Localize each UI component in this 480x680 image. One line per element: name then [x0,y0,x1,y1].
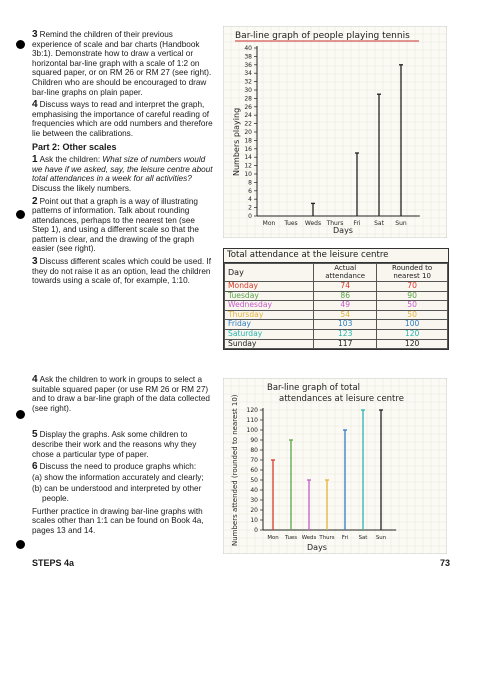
y-tick-label: 4 [248,196,252,204]
note-6a: (a) show the information accurately and clearly; [32,472,204,482]
section-heading: Part 2: Other scales [32,141,117,152]
y-tick-label: 10 [250,517,258,524]
x-tick-label: Sun [375,535,387,541]
x-tick-label: Tues [284,220,298,227]
rounded-cell: 50 [377,301,448,311]
day-cell: Monday [225,282,314,292]
y-tick-label: 8 [248,179,252,187]
y-tick-label: 28 [244,95,252,103]
attendance-grid [224,263,448,349]
punch-hole-bullet [16,40,25,49]
y-tick-label: 20 [250,507,258,514]
further-practice: Further practice in drawing bar-line graphs with scales other than 1:1 can be found on Book 4a, pages 13 and 14. [32,506,204,535]
y-tick-label: 10 [244,171,252,178]
note-6b: (b) can be understood and interpreted by other people. [32,484,202,503]
attend-chart-title-line1: Bar-line graph of total [267,383,361,393]
y-tick-label: 50 [250,477,258,484]
tennis-chart-title: Bar-line graph of people playing tennis [235,31,410,41]
table-title: Total attendance at the leisure centre [224,249,448,263]
day-cell: Sunday [225,339,314,349]
note-3: 3 Remind the children of their previous experience of scale and bar charts (Handbook 3b:1). Demonstrate how to draw a vertical or horizontal bar-line graph with a scale of 1:2 on squared paper, or on RM 26 or RM 27 (see right). Children who are should be encouraged to draw bar-line graphs on plain paper. [32,29,212,97]
actual-cell: 86 [314,291,377,301]
rounded-cell: 120 [377,339,448,349]
y-tick-label: 70 [250,457,258,464]
x-tick-label: Sat [358,535,368,541]
part2-note-1: 1 Ask the children: What size of numbers would we have if we asked, say, the leisure centre about total attendances in a week for all activities? Discuss the likely numbers. [32,154,213,193]
x-tick-label: Fri [353,220,361,227]
y-tick-label: 60 [250,467,258,474]
actual-cell: 103 [314,320,377,330]
x-tick-label: Fri [341,535,349,541]
header-actual: Actual attendance [314,264,377,282]
actual-cell: 54 [314,310,377,320]
x-tick-label: Sat [374,220,384,227]
y-tick-label: 22 [244,120,252,128]
y-tick-label: 38 [244,53,252,61]
y-tick-label: 34 [244,70,252,78]
day-cell: Wednesday [225,301,314,311]
x-tick-label: Sun [395,220,407,227]
y-tick-label: 30 [250,497,258,504]
page-number: 73 [440,558,451,568]
actual-cell: 74 [314,282,377,292]
table-row [225,329,448,339]
part2-note-5: 5 Display the graphs. Ask some children to describe their work and the reasons why they chose a particular type of paper. [32,429,197,459]
header-day: Day [225,264,314,282]
tennis-x-axis-label: Days [333,226,353,235]
part2-note-2: 2 Point out that a graph is a way of illustrating patterns of information. Talk about rounding attendances, perhaps to the nearest ten (see Step 1), and using a different scale so that the pattern is clear, and the drawing of the graph easier (see right). [32,195,199,254]
y-tick-label: 0 [254,527,258,534]
y-tick-label: 6 [248,187,252,195]
punch-hole-bullet [16,210,25,219]
y-tick-label: 40 [250,487,258,494]
table-row [225,339,448,349]
day-cell: Saturday [225,329,314,339]
rounded-cell: 120 [377,329,448,339]
y-tick-label: 40 [244,45,252,52]
attend-x-axis-label: Days [307,543,327,552]
x-tick-label: Thurs [326,220,344,227]
y-tick-label: 24 [244,112,252,120]
y-tick-label: 80 [250,447,258,454]
day-cell: Friday [225,320,314,330]
actual-cell: 117 [314,339,377,349]
y-tick-label: 0 [248,213,252,220]
y-tick-label: 100 [246,427,258,434]
y-tick-label: 16 [244,145,252,153]
attendance-bar-line-chart [223,378,447,554]
x-tick-label: Mon [267,535,279,541]
table-header-row [225,264,448,282]
part2-note-3: 3 Discuss different scales which could be used. If they do not raise it as an option, lead the children towards using a scale of, for example, 1:10. [32,256,211,286]
punch-hole-bullet [16,410,25,419]
part2-note-6: 6 Discuss the need to produce graphs which: [32,461,197,473]
y-tick-label: 14 [244,154,252,162]
y-tick-label: 110 [246,417,258,424]
y-tick-label: 30 [244,87,252,94]
rounded-cell: 90 [377,291,448,301]
y-tick-label: 36 [244,61,252,69]
rounded-cell: 50 [377,310,448,320]
x-tick-label: Weds [304,220,322,227]
table-row [225,301,448,311]
actual-cell: 49 [314,301,377,311]
footer-book: STEPS 4a [32,558,75,568]
rounded-cell: 100 [377,320,448,330]
attend-chart-title-line2: attendances at leisure centre [279,394,404,404]
table-row [225,282,448,292]
x-tick-label: Weds [301,535,317,541]
tennis-y-axis-label: Numbers playing [232,107,241,176]
y-tick-label: 12 [244,162,252,170]
attend-y-axis-label: Numbers attended (rounded to nearest 10) [231,394,239,546]
y-tick-label: 90 [250,437,258,444]
teacher-notes-top [32,30,214,289]
x-tick-label: Mon [262,220,276,227]
teacher-notes-bottom [32,375,214,538]
x-tick-label: Thurs [319,535,335,541]
y-tick-label: 26 [244,103,252,111]
y-tick-label: 20 [244,129,252,136]
day-cell: Thursday [225,310,314,320]
rounded-cell: 70 [377,282,448,292]
tennis-bar-line-chart [223,26,447,238]
part2-note-4: 4 Ask the children to work in groups to select a suitable squared paper (or use RM 26 or RM 27) and to draw a bar-line graph of the data collected (see right). [32,374,210,413]
y-tick-label: 120 [246,407,258,414]
punch-hole-bullet [16,540,25,549]
y-tick-label: 2 [248,204,252,212]
y-tick-label: 32 [244,78,252,86]
attendance-table [223,248,449,350]
y-tick-label: 18 [244,137,252,145]
day-cell: Tuesday [225,291,314,301]
note-4: 4 Discuss ways to read and interpret the graph, emphasising the importance of careful reading of frequencies which are odd numbers and therefore lie between the calibrations. [32,99,213,138]
x-tick-label: Tues [284,535,298,541]
actual-cell: 123 [314,329,377,339]
header-rounded: Rounded to nearest 10 [377,264,448,282]
